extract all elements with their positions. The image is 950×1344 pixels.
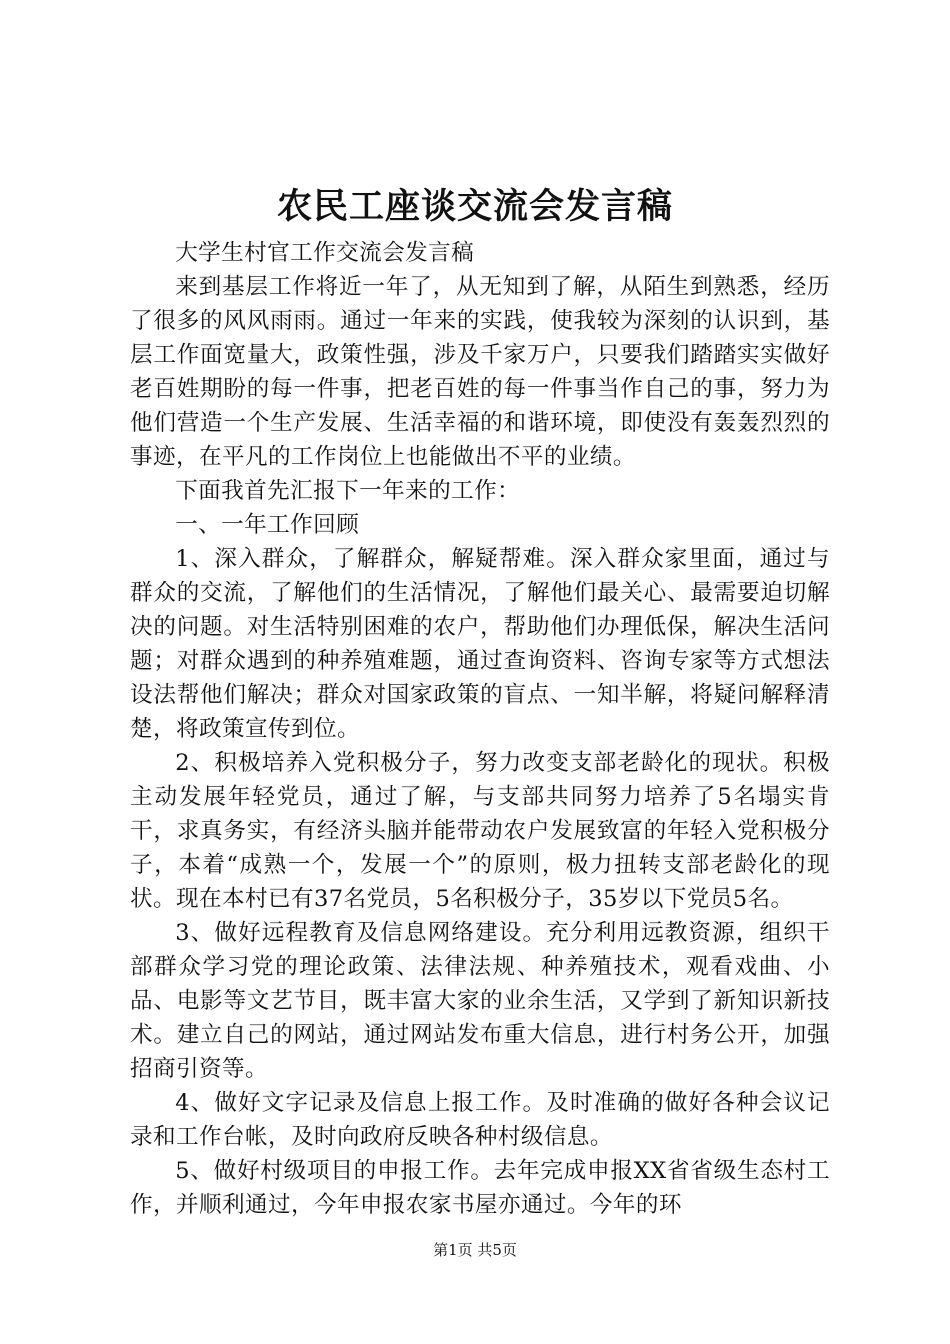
document-body [130, 236, 830, 1222]
page-footer: 第1页 共5页 [433, 1241, 517, 1259]
paragraph-item-2: 2、积极培养入党积极分子，努力改变支部老龄化的现状。积极主动发展年轻党员，通过了解，与支部共同努力培养了5名塌实肯干，求真务实，有经济头脑并能带动农户发展致富的年轻入党积极分子，本着“成熟一个，发展一个”的原则，极力扭转支部老龄化的现状。现在本村已有37名党员，5名积极分子，35岁以下党员5名。 [130, 750, 830, 912]
paragraph-item-5: 5、做好村级项目的申报工作。去年完成申报XX省省级生态村工作，并顺利通过，今年申报农家书屋亦通过。今年的环 [130, 1158, 830, 1218]
section-heading-review: 一、一年工作回顾 [175, 512, 360, 538]
paragraph-report-lead: 下面我首先汇报下一年来的工作： [175, 478, 521, 504]
paragraph-intro: 来到基层工作将近一年了，从无知到了解，从陌生到熟悉，经历了很多的风风雨雨。通过一年来的实践，使我较为深刻的认识到，基层工作面宽量大，政策性强，涉及千家万户，只要我们踏踏实实做好老百姓期盼的每一件事，把老百姓的每一件事当作自己的事，努力为他们营造一个生产发展、生活幸福的和谐环境，即使没有轰轰烈烈的事迹，在平凡的工作岗位上也能做出不平的业绩。 [130, 274, 830, 470]
paragraph-item-1: 1、深入群众，了解群众，解疑帮难。深入群众家里面，通过与群众的交流，了解他们的生活情况，了解他们最关心、最需要迫切解决的问题。对生活特别困难的农户，帮助他们办理低保，解决生活问题；对群众遇到的种养殖难题，通过查询资料、咨询专家等方式想法设法帮他们解决；群众对国家政策的盲点、一知半解，将疑问解释清楚，将政策宣传到位。 [130, 546, 830, 742]
paragraph-subtitle: 大学生村官工作交流会发言稿 [175, 240, 475, 266]
paragraph-item-3: 3、做好远程教育及信息网络建设。充分利用远教资源，组织干部群众学习党的理论政策、法律法规、种养殖技术，观看戏曲、小品、电影等文艺节目，既丰富大家的业余生活，又学到了新知识新技术。建立自己的网站，通过网站发布重大信息，进行村务公开，加强招商引资等。 [130, 920, 830, 1082]
paragraph-item-4: 4、做好文字记录及信息上报工作。及时准确的做好各种会议记录和工作台帐，及时向政府反映各种村级信息。 [130, 1090, 830, 1150]
document-title: 农民工座谈交流会发言稿 [276, 186, 673, 227]
